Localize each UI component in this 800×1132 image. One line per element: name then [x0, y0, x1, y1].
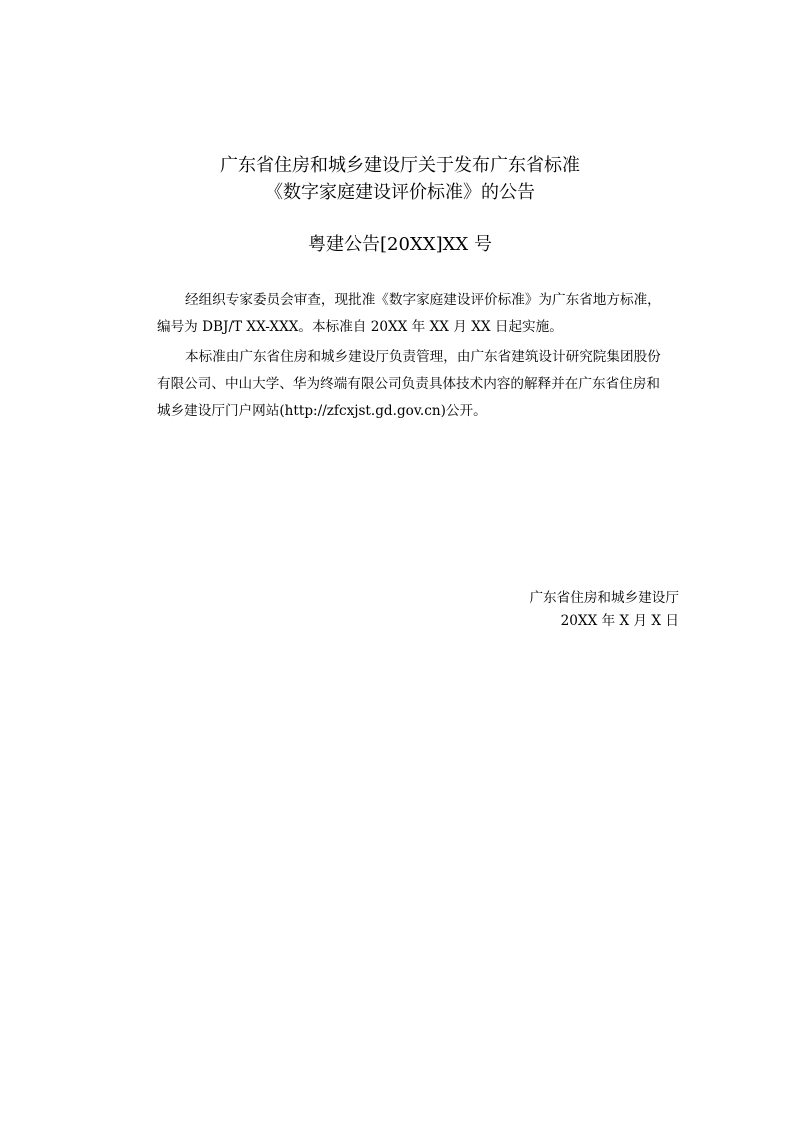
document-number: 粤建公告[20XX]XX 号	[308, 234, 492, 255]
signature-block	[529, 587, 679, 633]
body-paragraph-1-line-1: 经组织专家委员会审查，现批准《数字家庭建设评价标准》为广东省地方标准，	[185, 292, 661, 308]
signature-organization: 广东省住房和城乡建设厅	[529, 590, 679, 606]
signature-date: 20XX 年 X 月 X 日	[560, 613, 679, 629]
body-paragraph-2-line-3: 城乡建设厅门户网站(http://zfcxjst.gd.gov.cn)公开。	[157, 403, 487, 419]
body-paragraph-1-line-2: 编号为 DBJ/T XX-XXX。本标准自 20XX 年 XX 月 XX 日起实施。	[157, 319, 563, 335]
document-title-line-1: 广东省住房和城乡建设厅关于发布广东省标准	[220, 155, 580, 176]
document-title-line-2: 《数字家庭建设评价标准》的公告	[265, 182, 535, 203]
body-paragraph-2-line-2: 有限公司、中山大学、华为终端有限公司负责具体技术内容的解释并在广东省住房和	[157, 376, 660, 392]
body-paragraph-2-line-1: 本标准由广东省住房和城乡建设厅负责管理，由广东省建筑设计研究院集团股份	[185, 349, 661, 365]
